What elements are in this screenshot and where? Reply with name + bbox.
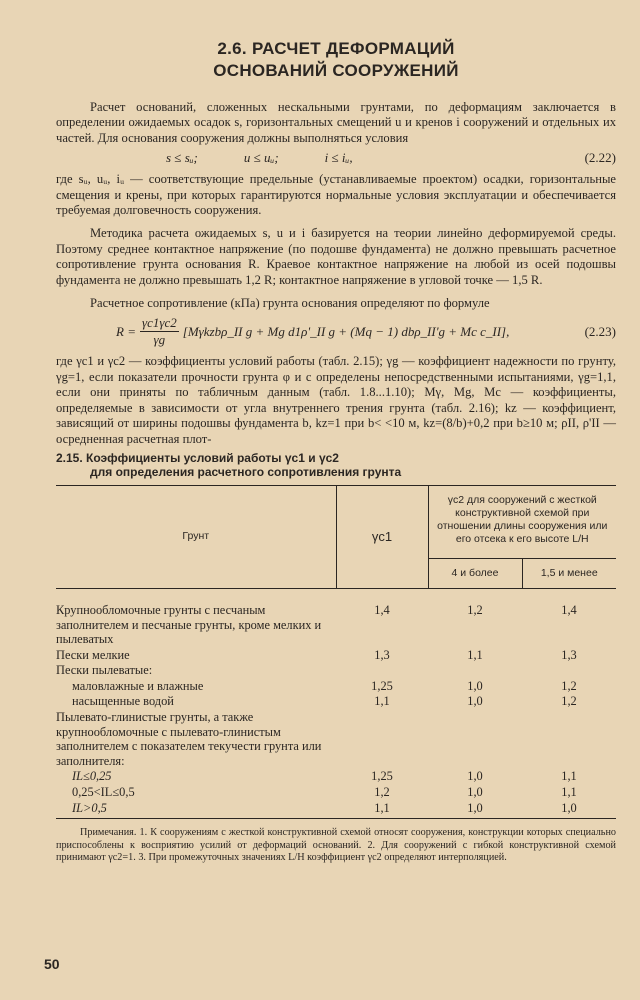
table-row	[56, 678, 616, 694]
row-soil: 0,25<IL≤0,5	[72, 785, 135, 800]
header-ratio-4-plus: 4 и более	[428, 558, 522, 588]
row-soil: Пески мелкие	[56, 647, 130, 662]
row-soil: маловлажные и влажные	[72, 678, 204, 693]
formula-2-23-rest: [Mγkzbρ_II g + Mg d1ρ'_II g + (Mq − 1) dbρ_II'g + Mc c_II],	[182, 323, 510, 339]
paragraph-resistance: Расчетное сопротивление (кПа) грунта основания определяют по формуле	[90, 296, 490, 311]
formula-2-23-number: (2.23)	[584, 323, 616, 339]
row-c1: 1,1	[374, 800, 390, 815]
formula-2-23	[56, 315, 616, 348]
formula-2-22-number: (2.22)	[584, 150, 616, 166]
table-row	[56, 693, 616, 709]
section-title	[56, 38, 616, 82]
row-c2-b: 1,2	[561, 694, 577, 709]
row-c1	[336, 709, 428, 768]
row-c1: 1,25	[371, 678, 393, 693]
table-row	[56, 800, 616, 819]
row-c1: 1,25	[371, 769, 393, 784]
paragraph-intro: Расчет оснований, сложенных нескальными грунтами, по деформациям заключается в определении ожидаемых осадок s, горизонтальных смещений u и кренов i сооружений и отдельных их частей. Для основания сооружения должны выполняться условия	[56, 100, 616, 145]
row-c1: 1,4	[374, 602, 390, 617]
header-gamma-c1: γc1	[336, 485, 428, 588]
row-soil: IL≤0,25	[72, 769, 112, 784]
row-c2-a: 1,0	[467, 800, 483, 815]
table-caption-line-1: 2.15. Коэффициенты условий работы γc1 и γc2	[56, 450, 339, 465]
formula-2-22	[56, 150, 616, 166]
row-c2-b: 1,0	[561, 800, 577, 815]
row-c2-a: 1,0	[467, 785, 483, 800]
row-c1: 1,2	[374, 785, 390, 800]
paragraph-limits: где sᵤ, uᵤ, iᵤ — соответствующие предельные (устанавливаемые проектом) осадки, горизонтальные смещения и крены, при которых гарантируются нормальные условия эксплуатации и обеспечивается требуемая долговечность сооружения.	[56, 172, 616, 218]
formula-2-22-displacement: u ≤ uᵤ;	[243, 150, 279, 166]
table-caption	[56, 451, 616, 479]
row-c1	[336, 662, 428, 678]
row-c2-a: 1,1	[467, 647, 483, 662]
table-row	[56, 588, 616, 646]
coefficients-table	[56, 485, 616, 819]
table-row	[56, 768, 616, 784]
header-soil: Грунт	[56, 485, 336, 588]
row-soil: Крупнообломочные грунты с песчаным заполнителем и песчаные грунты, кроме мелких и пылеватых	[56, 602, 322, 647]
row-c2-a	[428, 709, 522, 768]
table-row	[56, 647, 616, 663]
table-caption-line-2: для определения расчетного сопротивления грунта	[90, 464, 402, 479]
table-row	[56, 709, 616, 768]
section-title-line-1: 2.6. РАСЧЕТ ДЕФОРМАЦИЙ	[217, 39, 455, 58]
header-ratio-1-5-less: 1,5 и менее	[522, 558, 616, 588]
formula-2-23-fraction	[140, 315, 179, 348]
row-c2-b: 1,2	[561, 678, 577, 693]
row-c2-b: 1,3	[561, 647, 577, 662]
table-notes: Примечания. 1. К сооружениям с жесткой конструктивной схемой относят сооружения, конструкции которых специально приспособлены к восприятию усилий от деформаций оснований. 2. Для сооружений с гибкой конструктивной схемой принимают γc2=1. 3. При промежуточных значениях L/H коэффициент γc2 определяют интерполяцией.	[56, 827, 616, 864]
row-c2-b	[522, 709, 616, 768]
row-soil: IL>0,5	[72, 800, 107, 815]
paragraph-definitions: где γc1 и γc2 — коэффициенты условий работы (табл. 2.15); γg — коэффициент надежности по грунту, γg=1, если показатели прочности грунта φ и c определены непосредственными испытаниями, γg=1,1, если они приняты по табличным данным (табл. 1.8...1.10); Mγ, Mg, Mc — коэффициенты, определяемые в зависимости от угла внутреннего трения грунта (табл. 2.16); kz — коэффициент, зависящий от ширины подошвы фундамента b, kz=1 при b< <10 м, kz=(8/b)+0,2 при b≥10 м; ρII, ρ'II — осредненная расчетная плот-	[56, 354, 616, 446]
row-c1: 1,3	[374, 647, 390, 662]
table-row	[56, 662, 616, 678]
paragraph-method: Методика расчета ожидаемых s, u и i базируется на теории линейно деформируемой среды. Поэтому среднее контактное напряжение (по подошве фундамента) не должно превышать расчетное сопротивление грунта основания R. Краевое контактное напряжение на любой из осей подошвы фундамента не должно превышать 1,2 R; контактное напряжение в угловой точке — 1,5 R.	[56, 226, 616, 287]
section-title-line-2: ОСНОВАНИЙ СООРУЖЕНИЙ	[213, 61, 459, 80]
header-gamma-c2: γc2 для сооружений с жесткой конструктивной схемой при отношении длины сооружения или его отсека к его высоте L/H	[428, 485, 616, 558]
row-c2-b	[522, 662, 616, 678]
formula-2-23-numerator: γc1γc2	[141, 315, 177, 331]
row-c2-b: 1,1	[561, 785, 577, 800]
row-c2-a: 1,0	[467, 678, 483, 693]
row-c2-b: 1,1	[561, 769, 577, 784]
table-body	[56, 588, 616, 818]
page-number: 50	[44, 956, 60, 972]
row-c2-a	[428, 662, 522, 678]
row-c2-b: 1,4	[561, 602, 577, 617]
formula-2-23-lhs: R =	[116, 323, 136, 339]
row-soil: Пески пылеватые:	[56, 663, 153, 678]
row-soil: Пылевато-глинистые грунты, а также крупнообломочные с пылевато-глинистым заполнителем с показателем текучести грунта или заполнителя:	[56, 710, 322, 768]
row-c1: 1,1	[374, 694, 390, 709]
formula-2-22-settlement: s ≤ sᵤ;	[166, 150, 198, 166]
row-c2-a: 1,0	[467, 694, 483, 709]
row-c2-a: 1,2	[467, 602, 483, 617]
row-soil: насыщенные водой	[72, 694, 174, 709]
table-row	[56, 784, 616, 800]
formula-2-22-tilt: i ≤ iᵤ,	[324, 150, 353, 166]
row-c2-a: 1,0	[467, 769, 483, 784]
formula-2-23-denominator: γg	[153, 332, 166, 348]
